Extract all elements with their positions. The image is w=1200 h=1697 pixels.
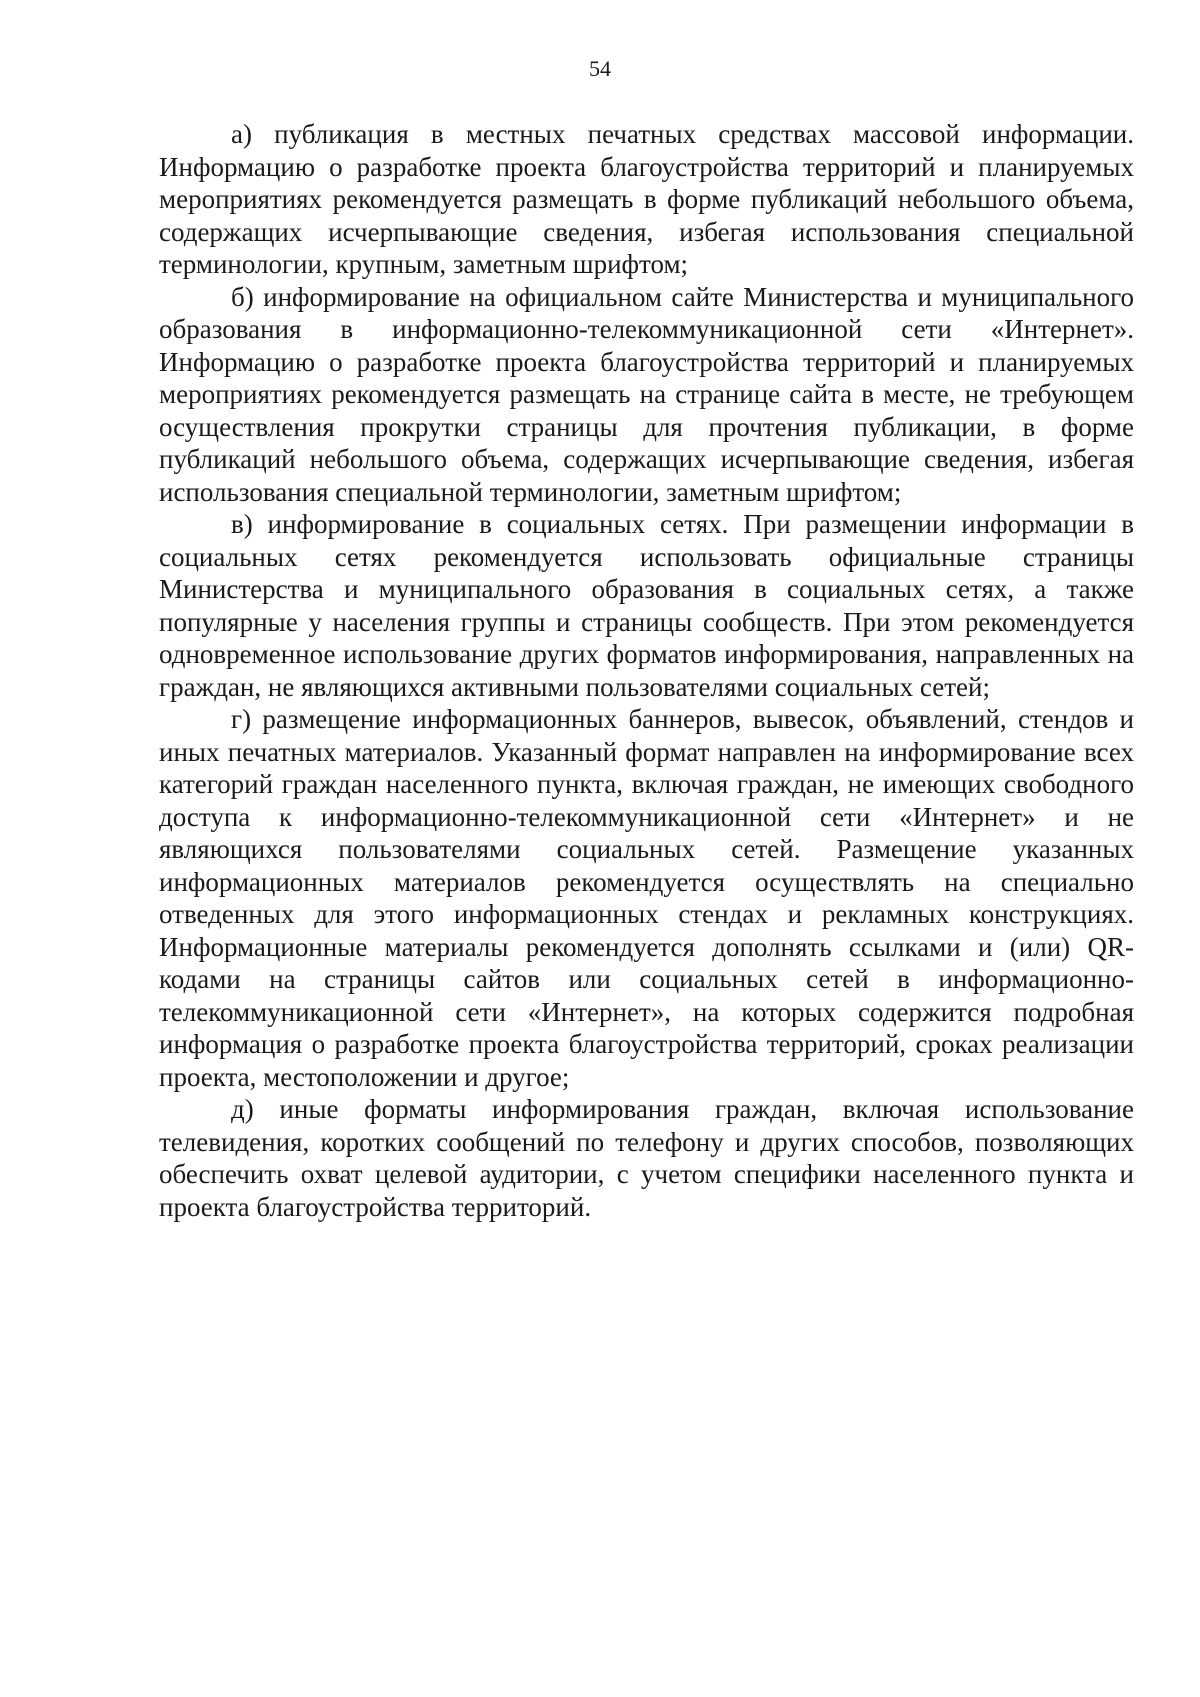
- paragraph-d: д) иные форматы информирования граждан, включая использование телевидения, коротких сообщений по телефону и других способов, позволяющих обеспечить охват целевой аудитории, с учетом специфики населенного пункта и проекта благоустройства территорий.: [159, 1094, 1134, 1222]
- paragraph-a: а) публикация в местных печатных средствах массовой информации. Информацию о разработке проекта благоустройства территорий и планируемых мероприятиях рекомендуется размещать в форме публикаций небольшого объема, содержащих исчерпывающие сведения, избегая использования специальной терминологии, крупным, заметным шрифтом;: [159, 119, 1134, 279]
- document-body: [159, 118, 1134, 1223]
- paragraph-g: г) размещение информационных баннеров, вывесок, объявлений, стендов и иных печатных материалов. Указанный формат направлен на информирование всех категорий граждан населенного пункта, включая граждан, не имеющих свободного доступа к информационно-телекоммуникационной сети «Интернет» и не являющихся пользователями социальных сетей. Размещение указанных информационных материалов рекомендуется осуществлять на специально отведенных для этого информационных стендах и рекламных конструкциях. Информационные материалы рекомендуется дополнять ссылками и (или) QR-кодами на страницы сайтов или социальных сетей в информационно-телекоммуникационной сети «Интернет», на которых содержится подробная информация о разработке проекта благоустройства территорий, сроках реализации проекта, местоположении и другое;: [159, 704, 1134, 1092]
- paragraph-v: в) информирование в социальных сетях. При размещении информации в социальных сетях рекомендуется использовать официальные страницы Министерства и муниципального образования в социальных сетях, а также популярные у населения группы и страницы сообществ. При этом рекомендуется одновременное использование других форматов информирования, направленных на граждан, не являющихся активными пользователями социальных сетей;: [159, 509, 1134, 702]
- paragraph-b: б) информирование на официальном сайте Министерства и муниципального образования в информационно-телекоммуникационной сети «Интернет». Информацию о разработке проекта благоустройства территорий и планируемых мероприятиях рекомендуется размещать на странице сайта в месте, не требующем осуществления прокрутки страницы для прочтения публикации, в форме публикаций небольшого объема, содержащих исчерпывающие сведения, избегая использования специальной терминологии, заметным шрифтом;: [159, 281, 1134, 507]
- page-number: 54: [589, 56, 611, 81]
